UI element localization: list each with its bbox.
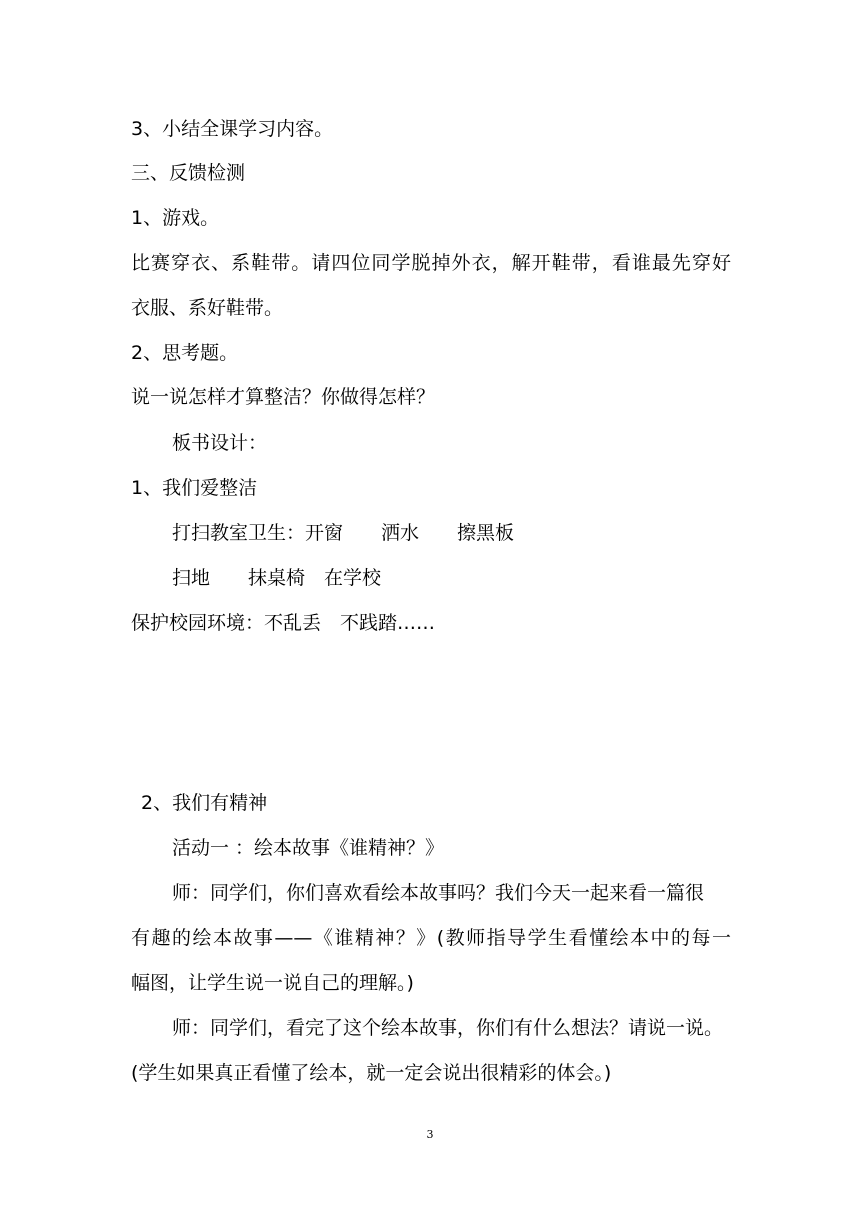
board-sweeping: 扫地 抹桌椅 在学校 [172,567,382,589]
teacher-line-1: 师：同学们，你们喜欢看绘本故事吗？我们今天一起来看一篇很 [172,882,705,904]
item-question-heading: 2、思考题。 [131,342,239,364]
game-description-line-1: 比赛穿衣、系鞋带。请四位同学脱掉外衣，解开鞋带，看谁最先穿好 [131,252,731,274]
section-heading-spirit: 2、我们有精神 [141,792,268,814]
board-item-tidy: 1、我们爱整洁 [131,477,258,499]
page-number: 3 [426,1128,434,1141]
board-classroom-cleaning: 打扫教室卫生：开窗 洒水 擦黑板 [172,522,515,544]
summary-step-line: 3、小结全课学习内容。 [131,118,334,140]
board-design-heading: 板书设计： [172,432,268,454]
student-note: (学生如果真正看懂了绘本，就一定会说出很精彩的体会。) [131,1062,612,1084]
teacher-line-3: 幅图，让学生说一说自己的理解。) [131,972,414,994]
section-heading-feedback: 三、反馈检测 [131,162,246,184]
item-game-heading: 1、游戏。 [131,207,220,229]
question-text: 说一说怎样才算整洁？你做得怎样？ [131,386,436,408]
teacher-line-2: 有趣的绘本故事——《谁精神？》(教师指导学生看懂绘本中的每一 [131,927,731,949]
board-campus-protection: 保护校园环境：不乱丢 不践踏…… [131,612,436,634]
activity-one-heading: 活动一 ：绘本故事《谁精神？》 [172,837,445,859]
game-description-line-2: 衣服、系好鞋带。 [131,297,284,319]
teacher-line-4: 师：同学们，看完了这个绘本故事，你们有什么想法？请说一说。 [172,1017,724,1039]
